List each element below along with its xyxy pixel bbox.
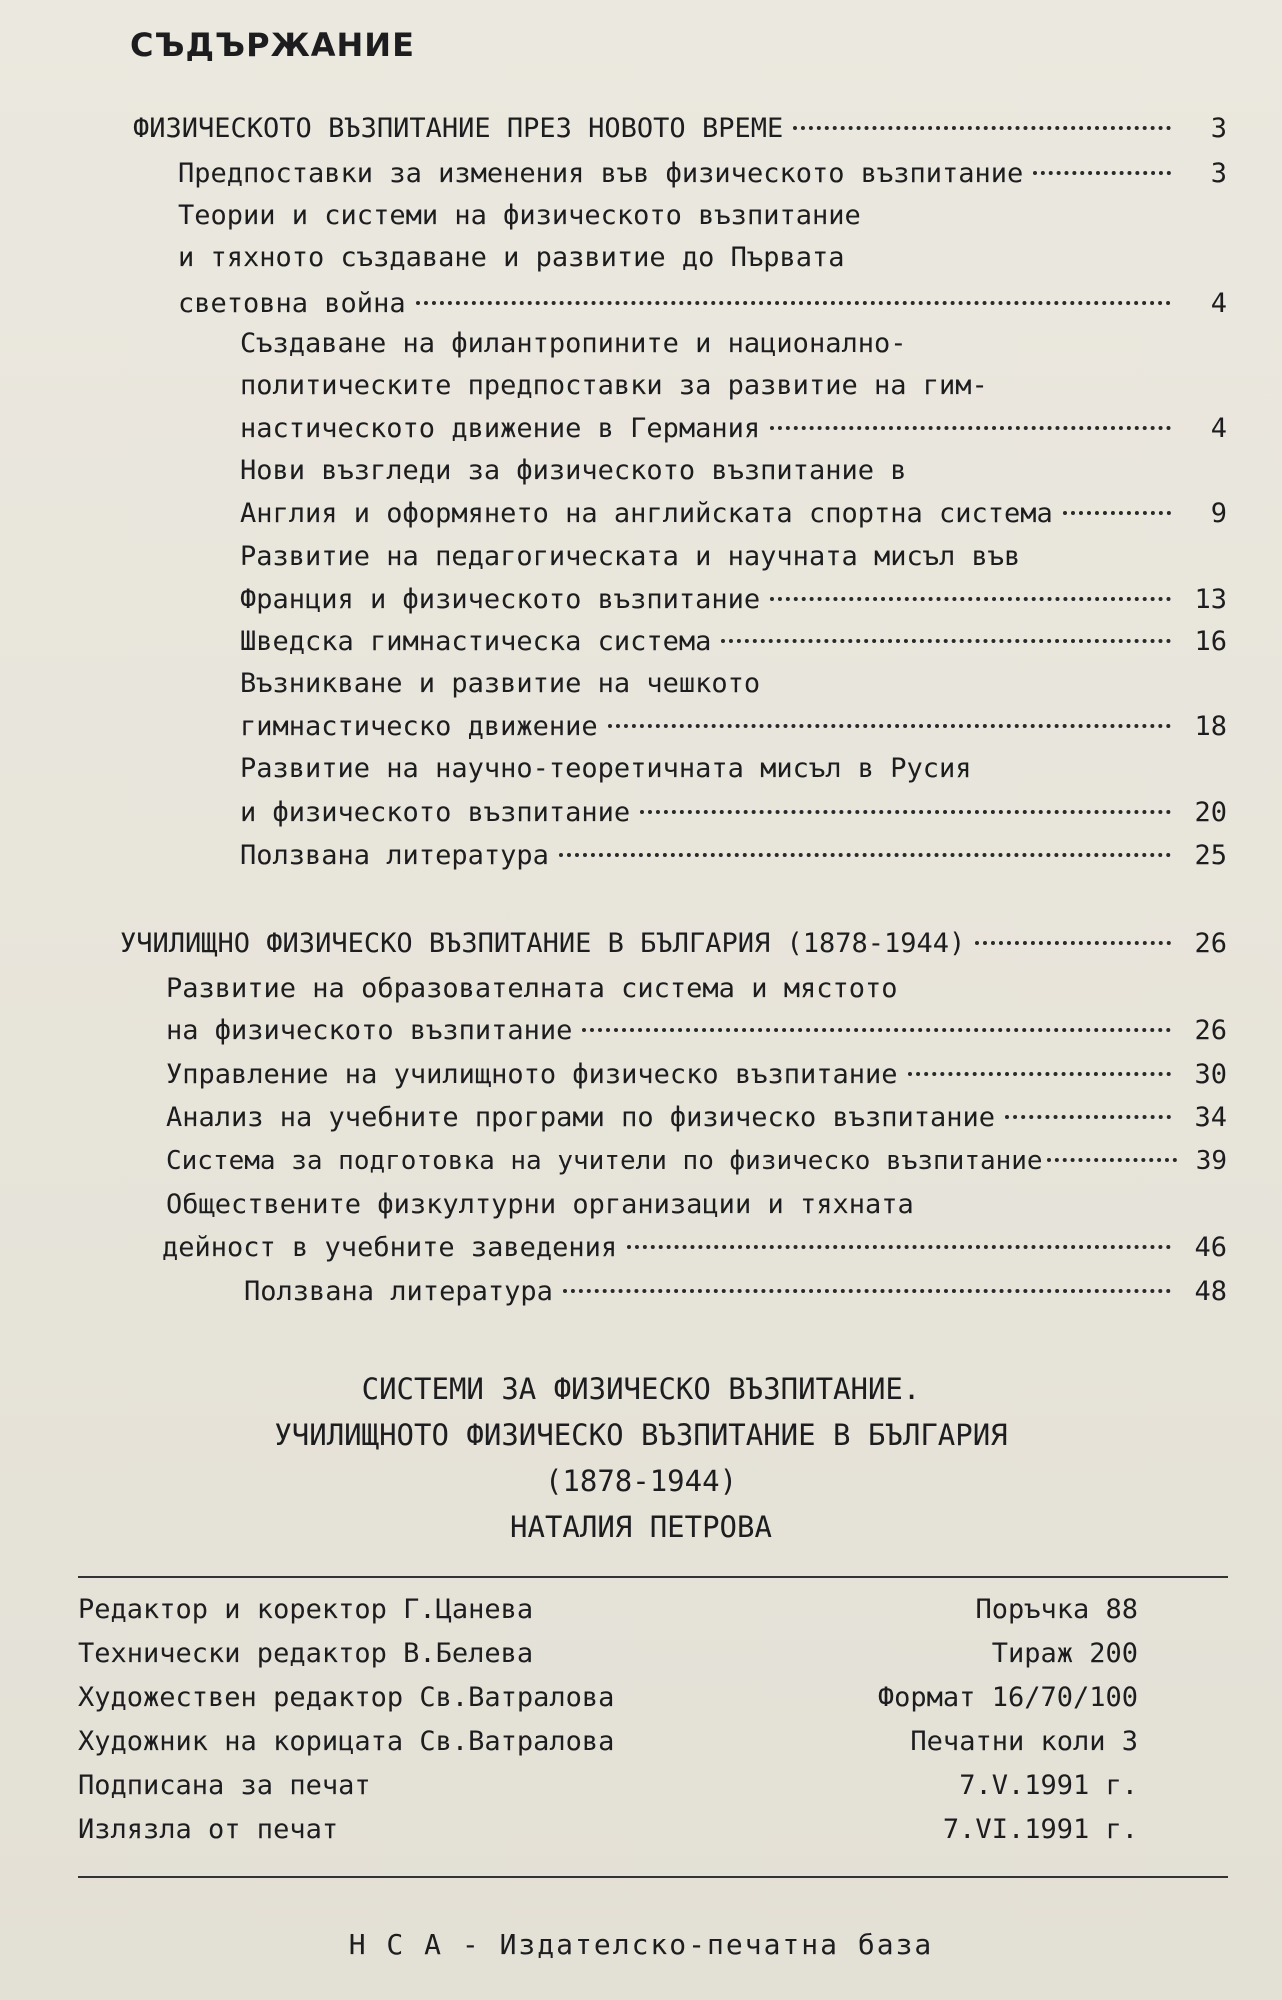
toc-entry-title: Ползвана литература	[240, 840, 549, 871]
credit-role: Художник на корицата Св.Ватралова	[78, 1726, 615, 1757]
credit-detail: Поръчка 88	[975, 1594, 1138, 1625]
toc-entry-page: 4	[1210, 413, 1227, 444]
toc-entry	[178, 285, 1227, 323]
toc-entry-section	[120, 925, 1227, 963]
toc-entry-page: 46	[1194, 1232, 1227, 1263]
dot-leader	[793, 126, 1171, 130]
toc-entry-title: Система за подготовка на учители по физическо възпитание	[166, 1146, 1043, 1176]
toc-entry-title: на физическото възпитание	[166, 1015, 573, 1046]
dot-leader	[582, 1028, 1171, 1032]
dot-leader	[908, 1072, 1172, 1076]
toc-entry-page: 30	[1194, 1059, 1227, 1090]
dot-leader	[1047, 1158, 1177, 1162]
toc-entry-page: 3	[1210, 113, 1227, 144]
dot-leader	[559, 853, 1171, 857]
toc-entry-page: 9	[1210, 498, 1227, 529]
toc-entry	[240, 581, 1227, 619]
toc-entry	[166, 1142, 1227, 1180]
credit-row	[78, 1588, 1138, 1632]
toc-entry-line: Развитие на педагогическата и научната мисъл във	[240, 541, 1021, 572]
toc-entry-title: и физическото възпитание	[240, 797, 631, 828]
toc-entry	[166, 1099, 1227, 1137]
toc-entry-page: 34	[1194, 1102, 1227, 1133]
toc-entry-title: Ползвана литература	[244, 1276, 553, 1307]
dot-leader	[416, 301, 1171, 305]
toc-entry	[240, 410, 1227, 448]
divider-top	[78, 1576, 1228, 1578]
publisher-line: Н С А - Издателско-печатна база	[348, 1928, 934, 1961]
dot-leader	[1005, 1115, 1171, 1119]
toc-entry-page: 26	[1194, 1015, 1227, 1046]
toc-entry	[244, 1273, 1227, 1311]
toc-entry-title: Управление на училищното физическо възпитание	[166, 1059, 898, 1090]
toc-entry-line: Възникване и развитие на чешкото	[240, 668, 761, 699]
toc-entry-page: 16	[1194, 626, 1227, 657]
toc-entry-page: 4	[1210, 288, 1227, 319]
credit-role: Излязла от печат	[78, 1814, 339, 1845]
toc-entry-page: 26	[1194, 928, 1227, 959]
toc-entry-line: Развитие на образователната система и мястото	[166, 973, 898, 1004]
imprint-title-block	[0, 1366, 1282, 1550]
dot-leader	[975, 941, 1171, 945]
imprint-years: (1878-1944)	[544, 1464, 738, 1498]
credit-role: Подписана за печат	[78, 1770, 371, 1801]
credit-role: Художествен редактор Св.Ватралова	[78, 1682, 615, 1713]
toc-entry	[166, 1012, 1227, 1050]
credit-row	[78, 1676, 1138, 1720]
toc-entry-title: ФИЗИЧЕСКОТО ВЪЗПИТАНИЕ ПРЕЗ НОВОТО ВРЕМЕ	[133, 113, 784, 144]
toc-entry	[240, 708, 1227, 746]
toc-entry-line: Развитие на научно-теоретичната мисъл в Русия	[240, 753, 972, 784]
dot-leader	[770, 597, 1171, 601]
toc-entry-title: световна война	[178, 288, 406, 319]
dot-leader	[1033, 171, 1171, 175]
credit-role: Технически редактор В.Белева	[78, 1638, 534, 1669]
toc-entry	[166, 1056, 1227, 1094]
dot-leader	[563, 1289, 1171, 1293]
toc-entry-page: 39	[1195, 1146, 1227, 1176]
toc-entry-title: настическото движение в Германия	[240, 413, 761, 444]
toc-entry	[240, 837, 1227, 875]
toc-entry-section	[133, 110, 1227, 148]
dot-leader	[721, 639, 1171, 643]
toc-entry-line: Създаване на филантропините и национално-	[240, 328, 907, 359]
credit-row	[78, 1808, 1138, 1852]
credits-block	[78, 1588, 1138, 1852]
toc-entry-line: политическите предпоставки за развитие на гим-	[240, 370, 988, 401]
toc-entry-title: УЧИЛИЩНО ФИЗИЧЕСКО ВЪЗПИТАНИЕ В БЪЛГАРИЯ (1878-1944)	[120, 928, 966, 959]
toc-entry-title: Анализ на учебните програми по физическо възпитание	[166, 1102, 996, 1133]
toc-entry-line: и тяхното създаване и развитие до Първата	[178, 242, 845, 273]
toc-entry-page: 18	[1194, 711, 1227, 742]
toc-entry-title: Шведска гимнастическа система	[240, 626, 712, 657]
credit-detail: Формат 16/70/100	[877, 1682, 1138, 1713]
toc-entry-page: 3	[1210, 158, 1227, 189]
credit-row	[78, 1632, 1138, 1676]
toc-entry-line: Нови възгледи за физическото възпитание в	[240, 455, 907, 486]
divider-bottom	[78, 1876, 1228, 1878]
toc-entry-title: Франция и физическото възпитание	[240, 584, 761, 615]
credit-detail: Тираж 200	[991, 1638, 1138, 1669]
toc-entry-title: гимнастическо движение	[240, 711, 598, 742]
toc-entry-page: 20	[1194, 797, 1227, 828]
credit-row	[78, 1720, 1138, 1764]
toc-entry	[178, 155, 1227, 193]
toc-entry	[240, 623, 1227, 661]
toc-entry-page: 13	[1194, 584, 1227, 615]
dot-leader	[770, 426, 1171, 430]
credit-row	[78, 1764, 1138, 1808]
toc-entry	[240, 794, 1227, 832]
toc-entry-title: Англия и оформянето на английската спортна система	[240, 498, 1053, 529]
contents-heading: СЪДЪРЖАНИЕ	[130, 26, 415, 64]
imprint-title-line: СИСТЕМИ ЗА ФИЗИЧЕСКО ВЪЗПИТАНИЕ.	[361, 1372, 921, 1406]
toc-entry	[240, 495, 1227, 533]
credit-detail: Печатни коли 3	[910, 1726, 1138, 1757]
toc-entry-title: дейност в учебните заведения	[162, 1232, 618, 1263]
dot-leader	[1063, 511, 1171, 515]
imprint-author: НАТАЛИЯ ПЕТРОВА	[510, 1510, 772, 1544]
credit-detail: 7.V.1991 г.	[959, 1770, 1138, 1801]
toc-entry-line: Обществените физкултурни организации и тяхната	[166, 1189, 914, 1220]
dot-leader	[608, 724, 1171, 728]
toc-entry-title: Предпоставки за изменения във физическото възпитание	[178, 158, 1024, 189]
toc-entry-line: Теории и системи на физическото възпитание	[178, 200, 861, 231]
dot-leader	[640, 810, 1171, 814]
imprint-title-line: УЧИЛИЩНОТО ФИЗИЧЕСКО ВЪЗПИТАНИЕ В БЪЛГАРИЯ	[274, 1418, 1008, 1452]
toc-entry	[162, 1229, 1227, 1267]
credit-role: Редактор и коректор Г.Цанева	[78, 1594, 534, 1625]
credit-detail: 7.VI.1991 г.	[942, 1814, 1138, 1845]
dot-leader	[627, 1245, 1171, 1249]
toc-entry-page: 25	[1194, 840, 1227, 871]
toc-entry-page: 48	[1194, 1276, 1227, 1307]
